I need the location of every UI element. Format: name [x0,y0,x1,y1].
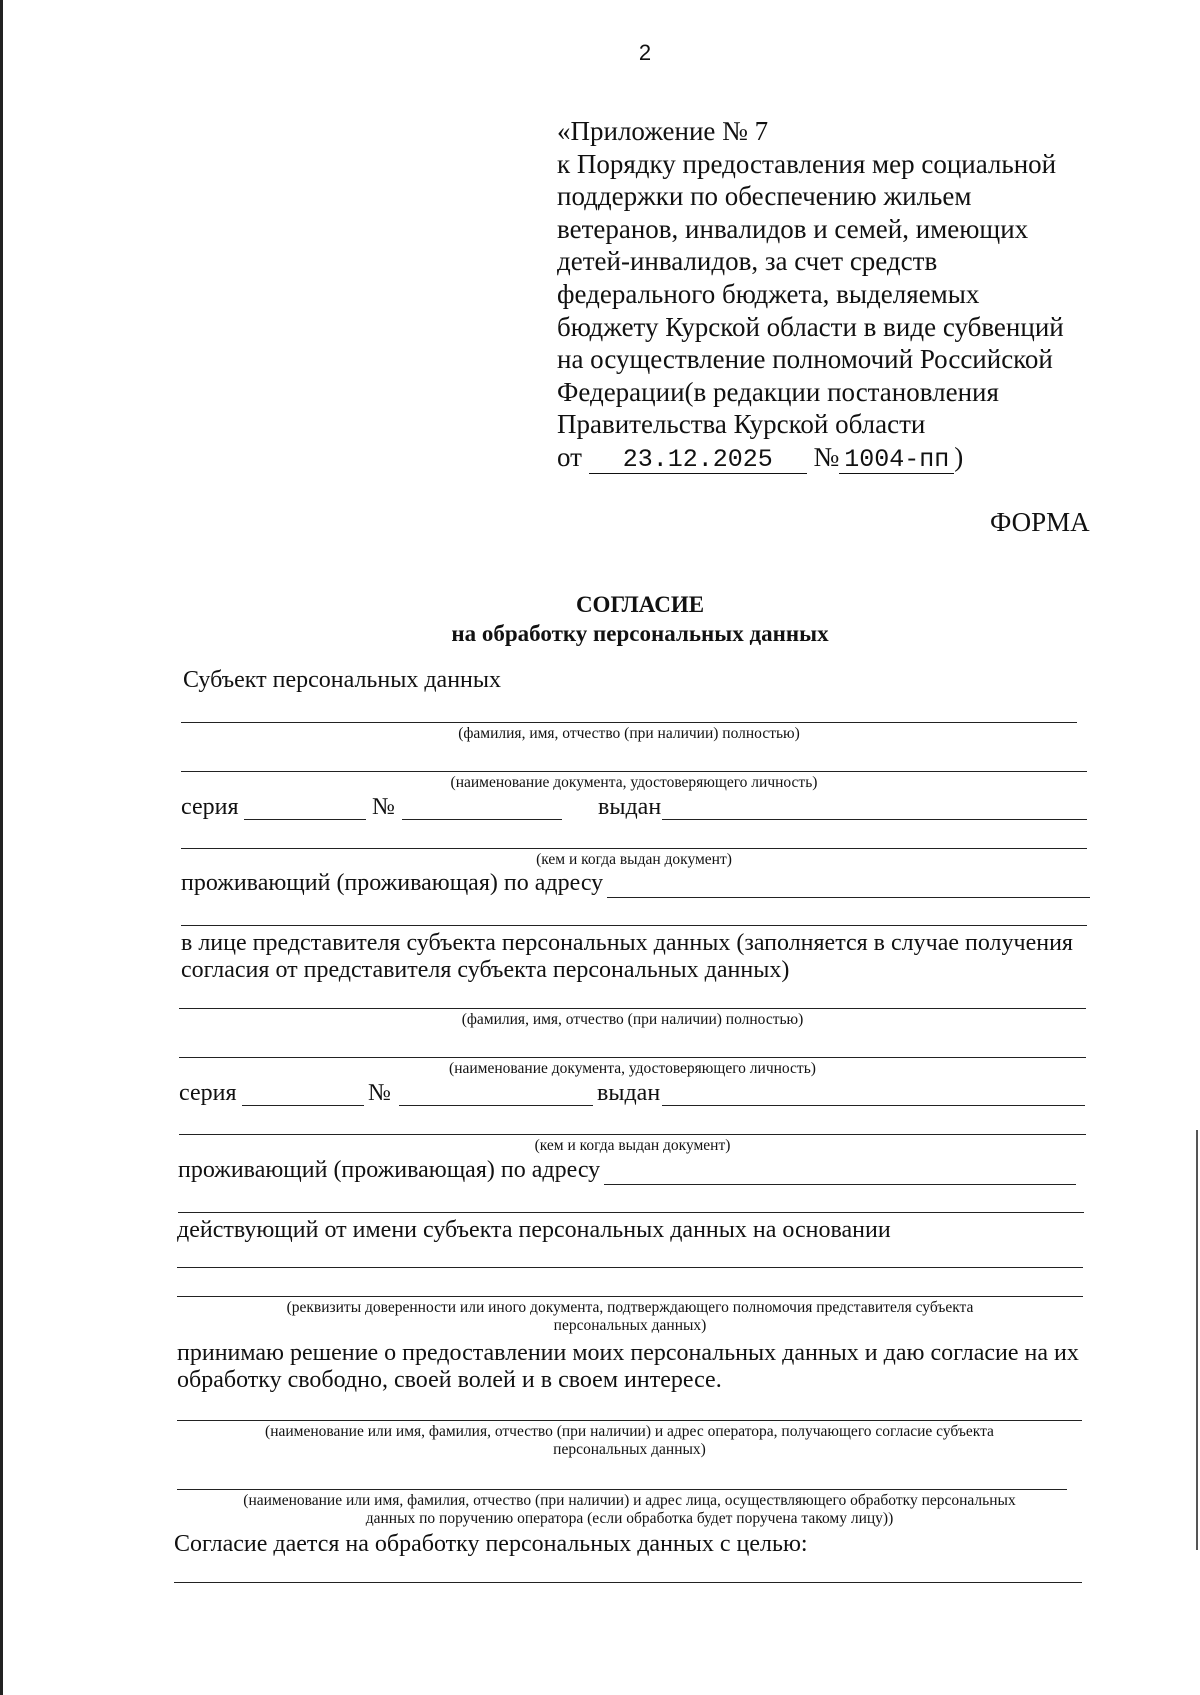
subject-number-label: № [372,794,395,820]
appendix-line: на осуществление полномочий Российской [557,344,1053,375]
appendix-date-line [557,441,1157,474]
operator-line[interactable] [177,1420,1082,1421]
subject-label: Субъект персональных данных [183,667,502,693]
document-title [0,590,1200,648]
appendix-block [557,115,1157,474]
representative-address-field[interactable] [604,1184,1076,1185]
decision-line-2: обработку свободно, своей волей и в своем интересе. [177,1367,722,1393]
form-label: ФОРМА [990,507,1090,537]
representative-issued-label: выдан [597,1080,661,1106]
purpose-label: Согласие дается на обработку персональных данных с целью: [174,1531,808,1557]
appendix-line: бюджету Курской области в виде субвенций [557,311,1064,342]
purpose-line[interactable] [174,1582,1082,1583]
representative-intro-line-2: согласия от представителя субъекта персональных данных) [181,957,790,983]
representative-fio-line[interactable] [179,1008,1086,1009]
subject-issued-label: выдан [598,794,662,820]
representative-address-line-2[interactable] [178,1212,1084,1213]
subject-address-field[interactable] [607,897,1090,898]
representative-number-label: № [368,1080,391,1106]
subject-number-field[interactable] [402,819,562,820]
appendix-line: поддержки по обеспечению жильем [557,181,972,212]
subject-doc-caption: (наименование документа, удостоверяющего личность) [450,774,818,791]
decision-line-1: принимаю решение о предоставлении моих персональных данных и даю согласие на их [177,1340,1079,1366]
appendix-line: детей-инвалидов, за счет средств [557,246,938,277]
subject-issued-caption: (кем и когда выдан документ) [536,851,732,868]
subject-series-field[interactable] [244,819,366,820]
representative-doc-line[interactable] [179,1057,1086,1058]
resolution-date: 23.12.2025 [589,447,807,474]
subject-fio-line[interactable] [181,722,1077,723]
processor-caption-line-1: (наименование или имя, фамилия, отчество (при наличии) и адрес лица, осуществляющего обработку персональных [243,1492,1016,1509]
subject-address-label: проживающий (проживающая) по адресу [181,870,604,896]
decision-text [177,1340,1079,1394]
subject-address-line-2[interactable] [181,925,1087,926]
representative-series-field[interactable] [242,1105,364,1106]
representative-intro-line-1: в лице представителя субъекта персональных данных (заполняется в случае получения [181,930,1073,956]
representative-basis-line-1[interactable] [177,1267,1083,1268]
representative-issued-line-2[interactable] [179,1134,1086,1135]
appendix-line: Правительства Курской области [557,409,926,440]
subject-doc-line[interactable] [181,771,1087,772]
scan-edge-left [0,0,3,1695]
basis-caption-line-2: персональных данных) [553,1317,707,1334]
appendix-line: федерального бюджета, выделяемых [557,278,980,309]
page-number: 2 [638,40,652,65]
subject-series-label: серия [181,794,239,820]
representative-issued-caption: (кем и когда выдан документ) [534,1137,731,1154]
basis-caption-line-1: (реквизиты доверенности или иного документа, подтверждающего полномочия представителя субъекта [286,1299,974,1316]
subject-issued-line-2[interactable] [181,848,1087,849]
representative-number-field[interactable] [399,1105,593,1106]
operator-caption-line-1: (наименование или имя, фамилия, отчество (при наличии) и адрес оператора, получающего согласие субъекта [265,1423,994,1440]
title-line-2: на обработку персональных данных [451,621,829,646]
appendix-line: Федерации(в редакции постановления [557,376,999,407]
processor-caption [172,1492,1087,1528]
subject-fio-caption: (фамилия, имя, отчество (при наличии) полностью) [458,725,800,742]
representative-basis-caption [177,1299,1083,1335]
appendix-line: к Порядку предоставления мер социальной [557,148,1057,179]
subject-issued-field[interactable] [662,819,1087,820]
operator-caption [177,1423,1082,1459]
scan-edge-right [1196,1130,1198,1550]
representative-basis-label: действующий от имени субъекта персональных данных на основании [177,1217,891,1243]
representative-intro [181,930,1073,984]
processor-line[interactable] [177,1489,1067,1490]
appendix-line: ветеранов, инвалидов и семей, имеющих [557,213,1029,244]
appendix-line: «Приложение № 7 [557,116,769,146]
operator-caption-line-2: персональных данных) [553,1441,706,1458]
representative-basis-line-2[interactable] [177,1296,1083,1297]
processor-caption-line-2: данных по поручению оператора (если обработка будет поручена такому лицу)) [365,1510,894,1527]
number-sign: № [813,441,840,472]
title-line-1: СОГЛАСИЕ [575,592,705,617]
representative-address-label: проживающий (проживающая) по адресу [178,1157,601,1183]
resolution-number: 1004-пп [839,447,954,474]
representative-fio-caption: (фамилия, имя, отчество (при наличии) полностью) [461,1011,804,1028]
date-prefix: от [557,441,582,472]
representative-series-label: серия [179,1080,237,1106]
representative-issued-field[interactable] [662,1105,1085,1106]
closing-paren: ) [954,441,964,472]
representative-doc-caption: (наименование документа, удостоверяющего личность) [449,1060,816,1077]
